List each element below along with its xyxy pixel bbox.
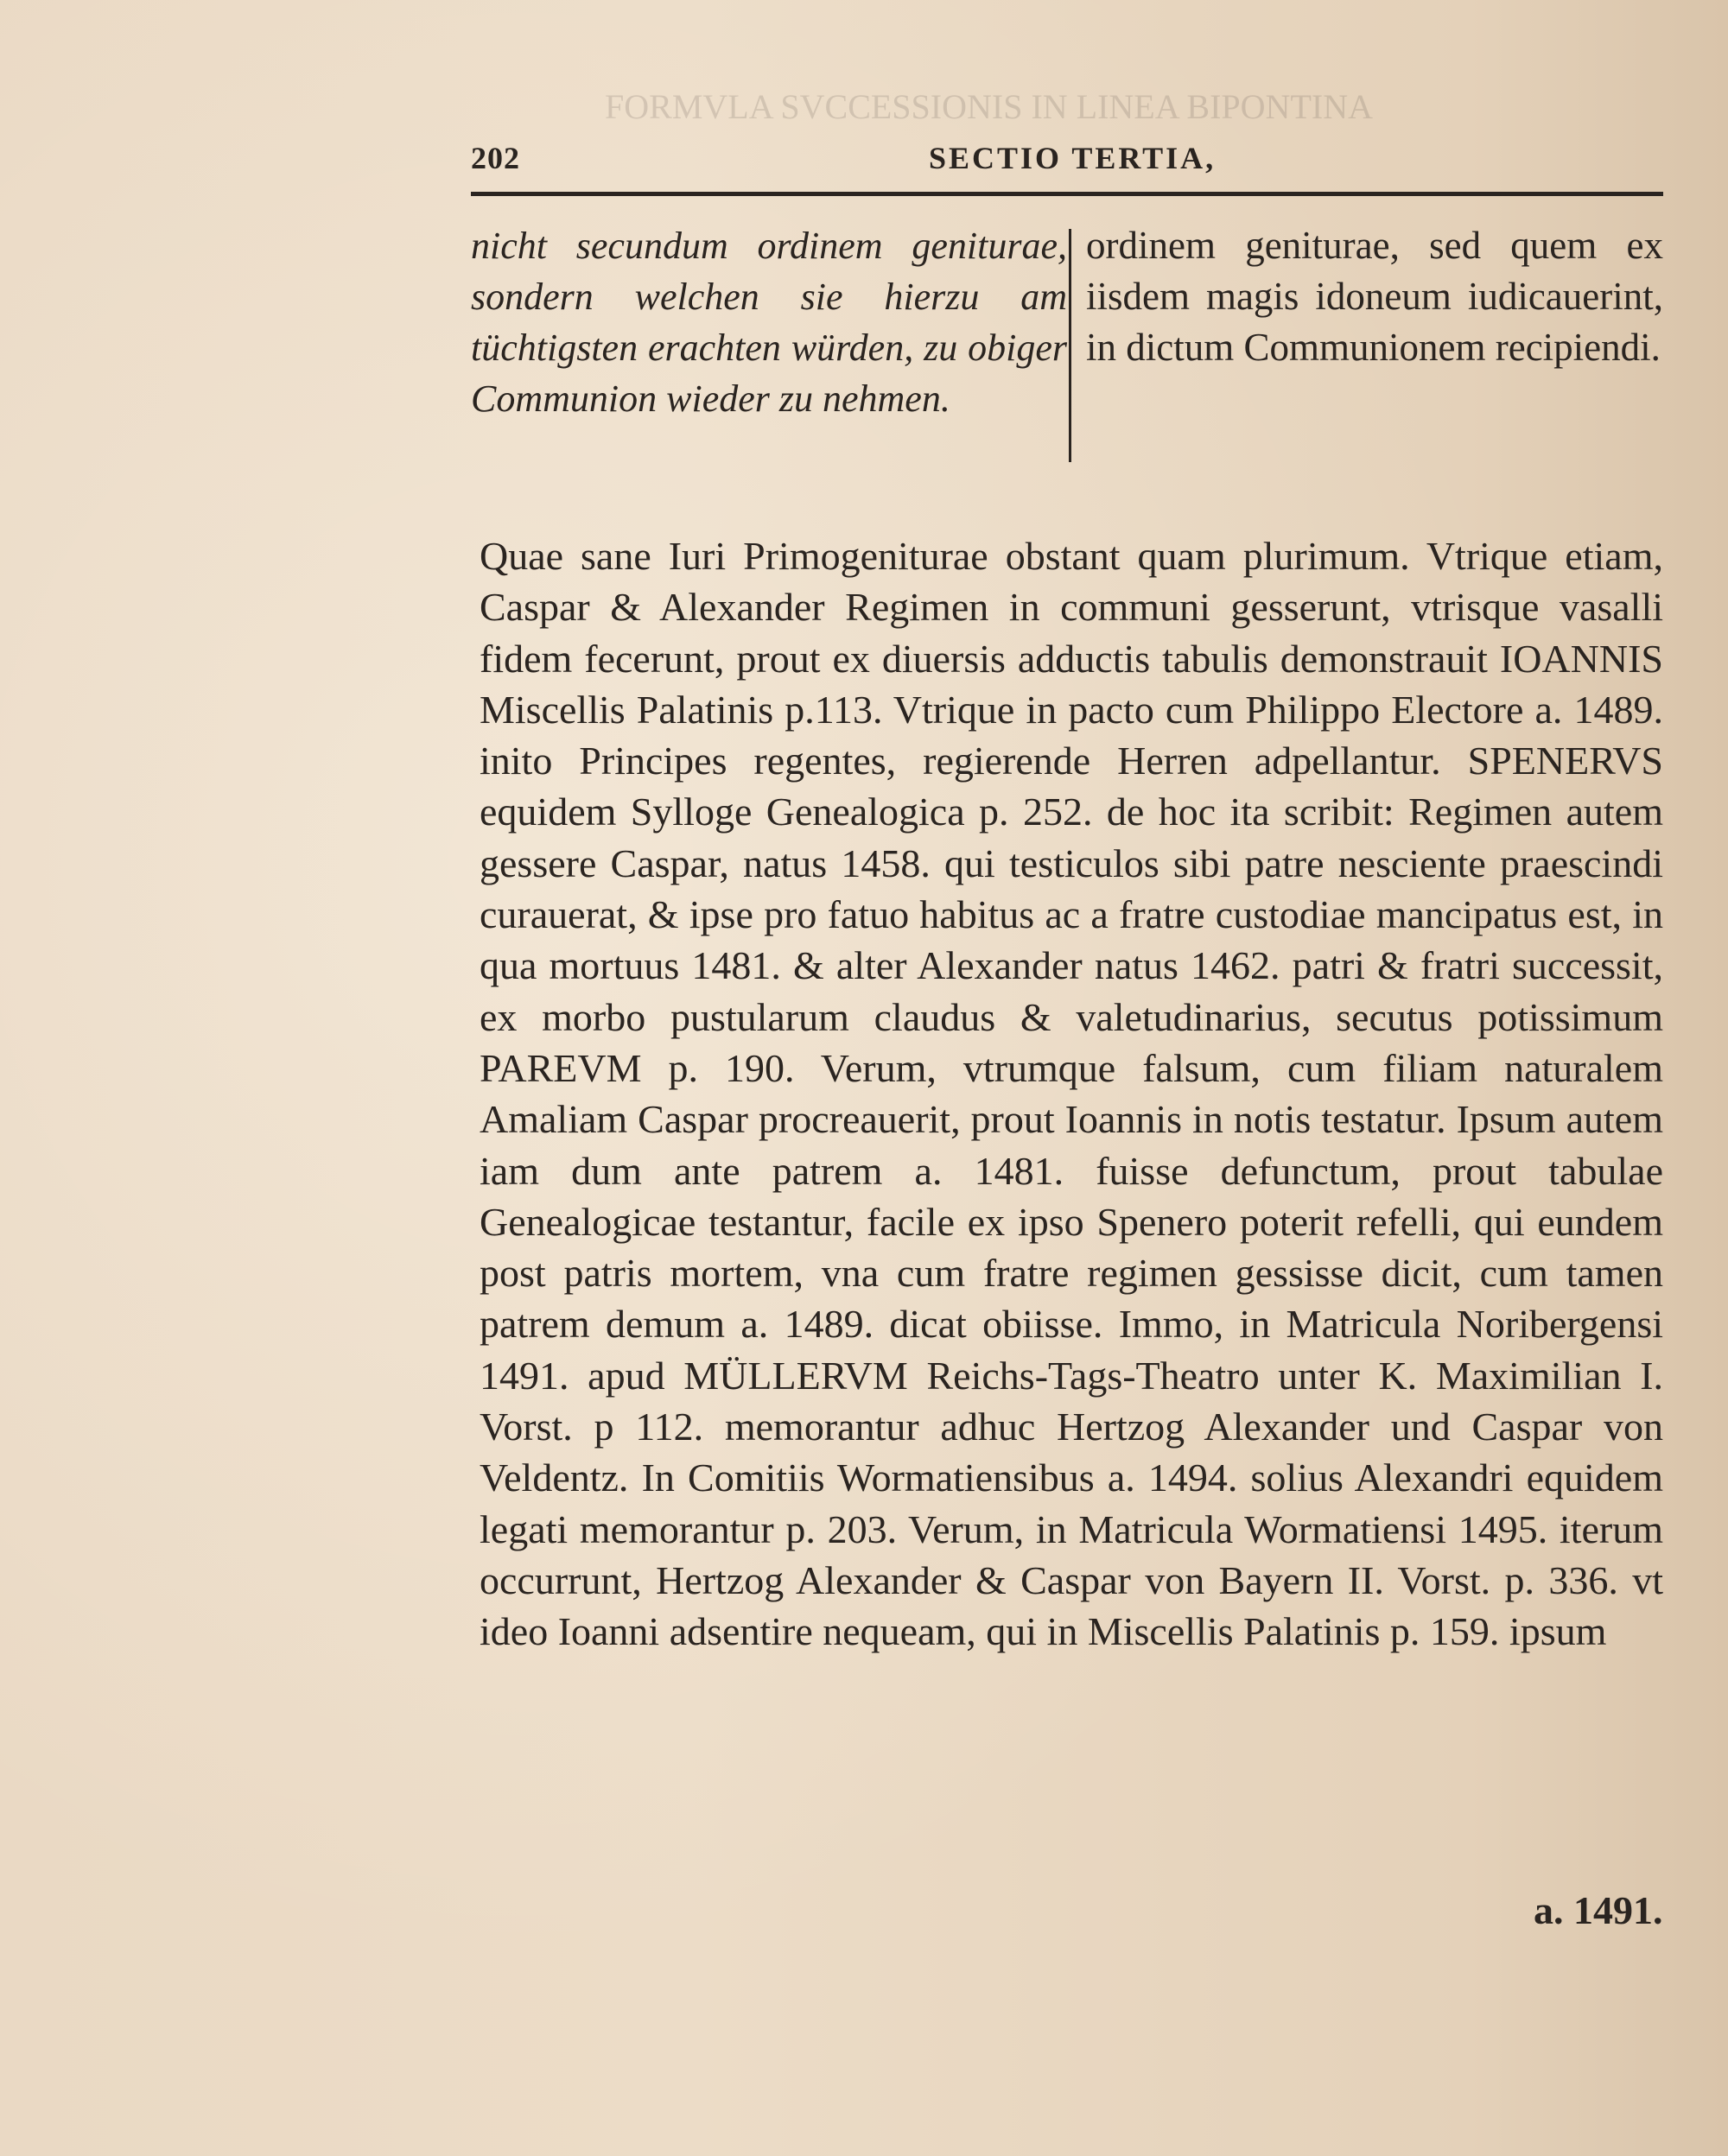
catchword: a. 1491.: [1534, 1888, 1663, 1932]
german-column: nicht secundum ordinem geniturae, sondern welchen sie hierzu am tüchtigsten erachten würden, zu obiger Communion wieder zu nehmen.: [471, 225, 1067, 420]
page-number: 202: [471, 141, 520, 175]
body-paragraph: Quae sane Iuri Primogeniturae obstant quam plurimum. Vtrique etiam, Caspar & Alexander Regimen in communi gesserunt, vtrisque vasalli fidem fecerunt, prout ex diuersis adductis tabulis demonstrauit IOANNIS Miscellis Palatinis p.113. Vtrique in pacto cum Philippo Electore a. 1489. inito Principes regentes, regierende Herren adpellantur. SPENERVS equidem Sylloge Genealogica p. 252. de hoc ita scribit: Regimen autem gessere Caspar, natus 1458. qui testiculos sibi patre nesciente praescindi curauerat, & ipse pro fatuo habitus ac a fratre custodiae mancipatus est, in qua mortuus 1481. & alter Alexander natus 1462. patri & fratri successit, ex morbo pustularum claudus & valetudinarius, secutus potissimum PAREVM p. 190. Verum, vtrumque falsum, cum filiam naturalem Amaliam Caspar procreauerit, prout Ioannis in notis testatur. Ipsum autem iam dum ante patrem a. 1481. fuisse defunctum, prout tabulae Genealogicae testantur, facile ex ipso Spenero poterit refelli, qui eundem post patris mortem, vna cum fratre regimen gessisse dicit, cum tamen patrem demum a. 1489. dicat obiisse. Immo, in Matricula Noribergensi 1491. apud MÜLLERVM Reichs-Tags-Theatro unter K. Maximilian I. Vorst. p 112. memorantur adhuc Hertzog Alexander und Caspar von Veldentz. In Comitiis Wormatiensibus a. 1494. solius Alexandri equidem legati memorantur p. 203. Verum, in Matricula Wormatiensi 1495. iterum occurrunt, Hertzog Alexander & Caspar von Bayern II. Vorst. p. 336. vt ideo Ioanni adsentire nequeam, qui in Miscellis Palatinis p. 159. ipsum: [480, 534, 1663, 1654]
show-through-text: FORMVLA SVCCESSIONIS IN LINEA BIPONTINA: [605, 87, 1373, 126]
page-header: [471, 136, 1663, 180]
main-text: [480, 530, 1663, 1658]
running-head: SECTIO TERTIA,: [929, 141, 1217, 175]
latin-column: ordinem geniturae, sed quem ex iisdem magis idoneum iudicauerint, in dictum Communionem recipiendi.: [1086, 224, 1663, 369]
column-divider: [1069, 229, 1071, 462]
parallel-columns: [471, 220, 1663, 479]
header-rule: [471, 192, 1663, 196]
